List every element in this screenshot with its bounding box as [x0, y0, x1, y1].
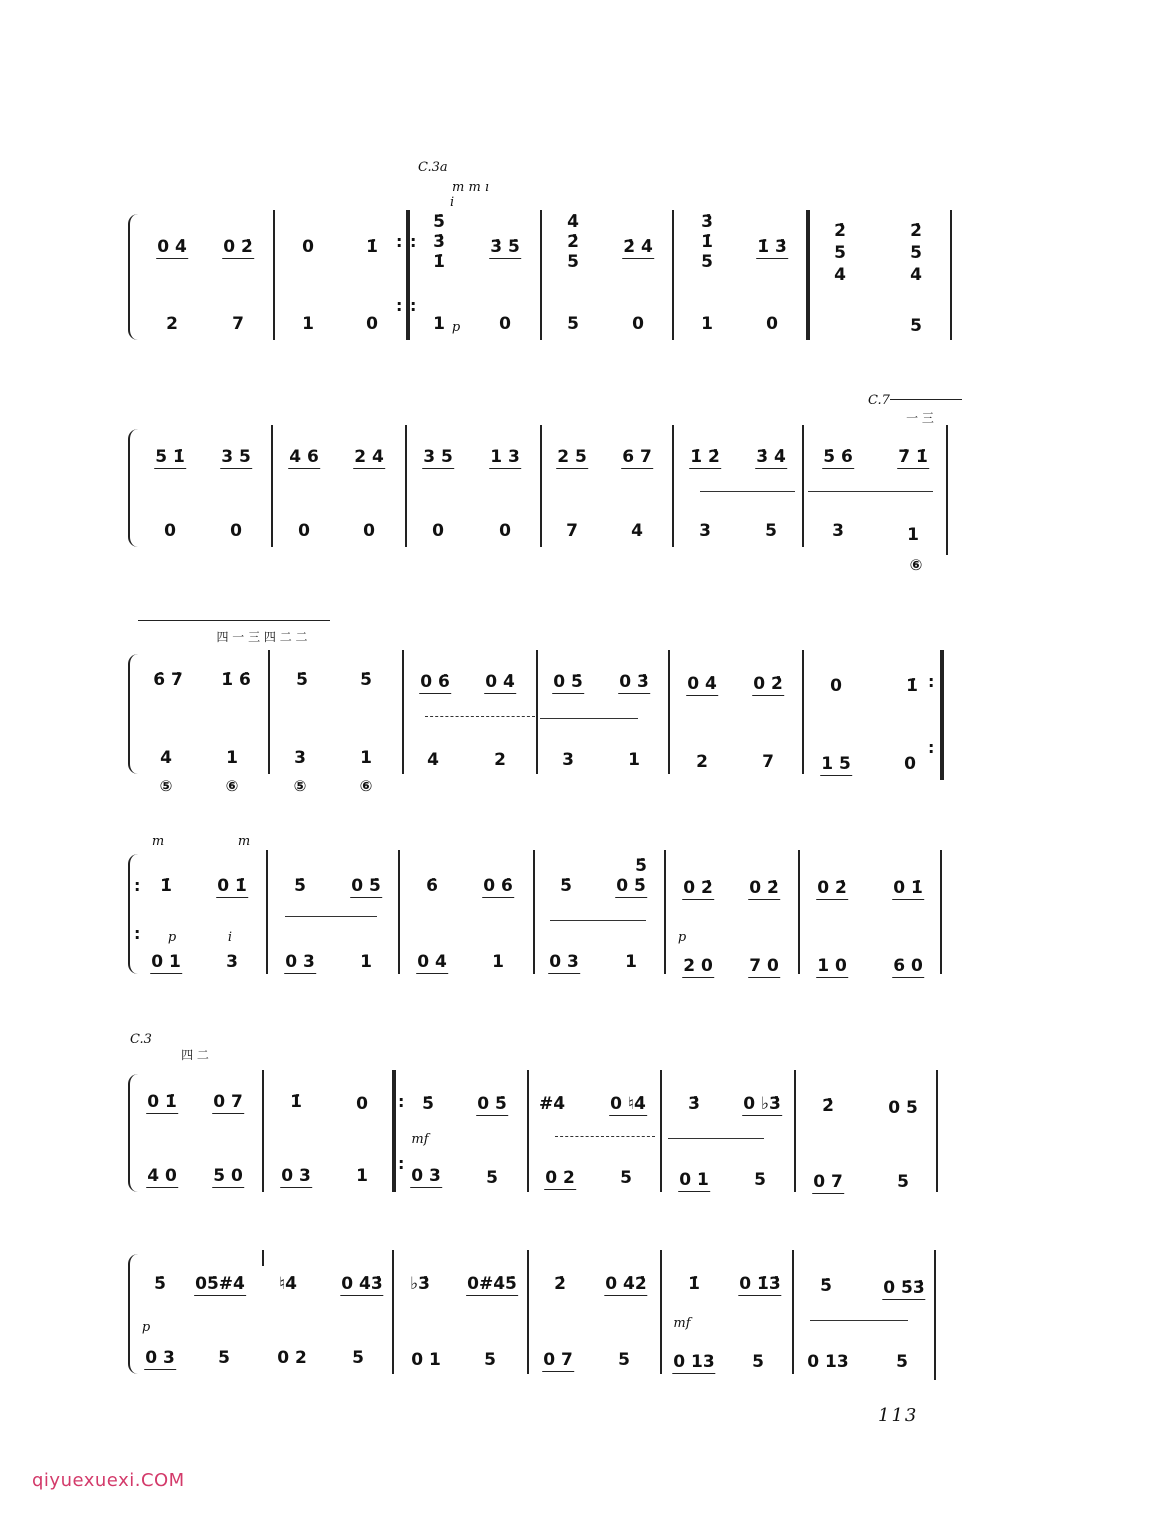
note-upper: 5̇: [635, 856, 647, 876]
dynamic-p: p: [451, 320, 461, 335]
dynamic-mf: mf: [411, 1132, 429, 1147]
note-upper: 0#4̇5̇: [467, 1274, 517, 1294]
note-lower: 7 0: [749, 956, 779, 976]
barline: [262, 1250, 264, 1266]
note-upper: 5̇: [560, 876, 572, 896]
note-lower: 7: [762, 752, 774, 772]
note-upper: 5 1̇: [155, 447, 185, 467]
note-lower: 1: [907, 525, 919, 545]
note-upper: 0 5̇: [351, 876, 381, 896]
note-lower: 2: [166, 314, 178, 334]
note-lower: 3: [294, 748, 306, 768]
barline: [664, 850, 666, 974]
system-4: [0, 834, 1173, 1000]
note-lower: 3: [699, 521, 711, 541]
note-lower: 4 0: [147, 1166, 177, 1186]
note-upper: 0 4̇3̇: [341, 1274, 383, 1294]
system-brace: [128, 854, 140, 974]
note-upper: 7̇ 1̇: [898, 447, 928, 467]
barline: [802, 425, 804, 547]
note-upper: 1̇ 2̇: [690, 447, 720, 467]
note-lower: 1: [625, 952, 637, 972]
note-lower: 5: [754, 1170, 766, 1190]
barline: [262, 1070, 264, 1192]
note-upper: 0: [356, 1094, 368, 1114]
note-upper: 5̇: [360, 670, 372, 690]
note-upper: 0 2̇: [817, 878, 847, 898]
note-lower: 1: [360, 748, 372, 768]
note-upper: 3̇ 5̇: [490, 237, 520, 257]
note-lower: 1: [701, 314, 713, 334]
repeat-barline: [940, 650, 944, 780]
note-upper: 1̇: [366, 237, 378, 257]
note-lower: 5: [618, 1350, 630, 1370]
system-brace: [128, 214, 140, 340]
barline: [540, 425, 542, 547]
note-upper: 1̇: [906, 676, 918, 696]
note-upper: 0 2̇: [753, 674, 783, 694]
note-upper: 6̇: [426, 876, 438, 896]
note-upper: #4̇: [538, 1094, 566, 1114]
note-lower: 0 4: [417, 952, 447, 972]
barre-line: [138, 620, 330, 621]
chord-upper: 2̇ 5 4: [834, 221, 846, 285]
note-upper: 0 6̇: [420, 672, 450, 692]
note-lower: 7: [566, 521, 578, 541]
note-upper: 0 3̇: [619, 672, 649, 692]
note-upper: 0: [302, 237, 314, 257]
string-marker: 四 一 三 四 二 二: [216, 630, 308, 644]
note-lower: 0 3: [281, 1166, 311, 1186]
note-lower: 1: [492, 952, 504, 972]
repeat-dots: :: [134, 924, 141, 943]
note-upper: 0 4̇: [485, 672, 515, 692]
system-1: [0, 160, 1173, 360]
repeat-dots: :: [396, 232, 403, 251]
note-upper: 1̇ 6̇: [221, 670, 251, 690]
note-lower: 0: [432, 521, 444, 541]
note-lower: 3: [226, 952, 238, 972]
note-upper: 1̇ 3̇: [757, 237, 787, 257]
barline: [533, 850, 535, 974]
note-lower: 1: [356, 1166, 368, 1186]
system-brace: [128, 1074, 140, 1192]
note-upper: 3̇: [688, 1094, 700, 1114]
note-upper: 0 ♭3̇: [743, 1094, 781, 1114]
note-lower: 0: [164, 521, 176, 541]
note-upper: 1̇: [290, 1092, 302, 1112]
note-upper: 0 2̇: [683, 878, 713, 898]
note-lower: 2 0: [683, 956, 713, 976]
note-lower: 4: [160, 748, 172, 768]
repeat-dots: :: [410, 296, 417, 315]
note-upper: 0 1̇3̇: [739, 1274, 781, 1294]
note-upper: 6 7: [622, 447, 652, 467]
note-upper: 2̇: [554, 1274, 566, 1294]
system-3: [0, 630, 1173, 800]
barline: [536, 650, 538, 774]
note-lower: 5: [486, 1168, 498, 1188]
note-upper: 0 5̇3̇: [883, 1278, 925, 1298]
note-lower: 0 1: [411, 1350, 441, 1370]
system-brace: [128, 429, 140, 547]
decrescendo-hairpin: [668, 1138, 764, 1139]
repeat-barline: [406, 210, 410, 340]
note-upper: 3̇ 4̇: [756, 447, 786, 467]
note-lower: 0 2: [277, 1348, 307, 1368]
fingering-label: i: [450, 195, 455, 210]
barline: [792, 1250, 794, 1374]
system-5: [0, 1032, 1173, 1220]
crescendo-hairpin: [810, 1320, 908, 1321]
barline: [540, 210, 542, 340]
note-lower: 0 1: [151, 952, 181, 972]
note-upper: 5̇: [820, 1276, 832, 1296]
note-lower: 0: [230, 521, 242, 541]
chord-label: C.3: [130, 1032, 152, 1047]
repeat-dots: :: [396, 296, 403, 315]
note-upper: 0 7: [213, 1092, 243, 1112]
note-lower: 0 7: [543, 1350, 573, 1370]
note-upper: 2 4: [354, 447, 384, 467]
repeat-dots: :: [928, 738, 935, 757]
barline: [402, 650, 404, 774]
crescendo-hairpin: [540, 718, 638, 719]
note-lower: 0 13: [673, 1352, 715, 1372]
system-brace: [128, 654, 140, 774]
chord-upper: 4̇ 2̇ 5: [567, 212, 579, 272]
note-lower: 5: [752, 1352, 764, 1372]
barline: [794, 1070, 796, 1192]
barline: [934, 1250, 936, 1380]
barline: [798, 850, 800, 974]
barline: [802, 650, 804, 774]
note-lower: 2: [696, 752, 708, 772]
barline: [668, 650, 670, 774]
crescendo-hairpin: [550, 920, 646, 921]
system-brace: [128, 1254, 140, 1374]
note-lower: 0: [366, 314, 378, 334]
barline: [806, 210, 810, 340]
system-6: [0, 1250, 1173, 1400]
dynamic-mf: mf: [673, 1316, 691, 1331]
string-circle: ⑤: [293, 777, 307, 795]
note-lower: 0 3: [285, 952, 315, 972]
barline: [527, 1070, 529, 1192]
note-upper: 3 5: [423, 447, 453, 467]
note-lower: 5: [896, 1352, 908, 1372]
note-upper: 0 4̇2̇: [605, 1274, 647, 1294]
note-lower: 0 3: [549, 952, 579, 972]
note-upper: 05̇#4̇: [195, 1274, 245, 1294]
string-circle: ⑥: [225, 777, 239, 795]
note-lower: 1: [226, 748, 238, 768]
fingering-i: i: [227, 930, 233, 945]
note-lower: 0 3: [145, 1348, 175, 1368]
repeat-dots: :: [398, 1154, 405, 1173]
note-lower: 0 1: [679, 1170, 709, 1190]
barline: [660, 1070, 662, 1192]
repeat-dots: :: [410, 232, 417, 251]
note-lower: 0: [632, 314, 644, 334]
note-lower: 0: [499, 314, 511, 334]
note-lower: 4: [631, 521, 643, 541]
barline: [950, 210, 952, 340]
note-lower: 5 0: [213, 1166, 243, 1186]
note-upper: 0 ♮4̇: [610, 1094, 646, 1114]
note-upper: 6̇ 7̇: [153, 670, 183, 690]
barline: [405, 425, 407, 547]
chord-upper: 3̇ 1̇ 5: [701, 212, 713, 272]
note-lower: 5: [620, 1168, 632, 1188]
note-lower: 5: [897, 1172, 909, 1192]
note-lower: 1: [360, 952, 372, 972]
note-lower: 1: [302, 314, 314, 334]
string-marker: 一 三: [906, 411, 934, 425]
chord-label: C.3a: [418, 160, 448, 175]
note-lower: 2: [494, 750, 506, 770]
note-lower: 4: [427, 750, 439, 770]
repeat-dots: :: [134, 876, 141, 895]
fingering-m: m: [151, 834, 165, 849]
note-upper: 3 5: [221, 447, 251, 467]
dynamic-p: p: [677, 930, 687, 945]
barre-line: [890, 399, 962, 400]
chord-upper: 2̇ 5 4: [910, 221, 922, 285]
chord-label: C.7: [868, 393, 890, 408]
note-lower: 0 2: [545, 1168, 575, 1188]
note-upper: 0 5̇: [616, 876, 646, 896]
page-number: 113: [878, 1405, 919, 1426]
note-upper: 1 3: [490, 447, 520, 467]
barline: [271, 425, 273, 547]
note-lower: 5: [352, 1348, 364, 1368]
note-lower: 5: [910, 316, 922, 336]
note-lower: 1 0: [817, 956, 847, 976]
note-upper: 5̇: [154, 1274, 166, 1294]
note-upper: 0 5̇: [553, 672, 583, 692]
note-lower: 5: [484, 1350, 496, 1370]
note-upper: 0 4̇: [687, 674, 717, 694]
crescendo-hairpin: [285, 916, 377, 917]
barline: [946, 425, 948, 555]
barline: [672, 210, 674, 340]
note-lower: 1 5: [821, 754, 851, 774]
site-watermark: qiyuexuexi.COM: [32, 1470, 185, 1491]
note-lower: 5: [567, 314, 579, 334]
note-lower: 3: [562, 750, 574, 770]
decrescendo-hairpin: [555, 1136, 655, 1137]
note-upper: 0 1̇: [893, 878, 923, 898]
repeat-dots: :: [398, 1092, 405, 1111]
note-upper: ♮4̇: [279, 1274, 297, 1294]
note-upper: 0 4̇: [157, 237, 187, 257]
note-upper: 0 1̇: [147, 1092, 177, 1112]
fingering-label: m m ı: [452, 180, 490, 195]
note-upper: 1̇: [160, 876, 172, 896]
note-lower: 0: [766, 314, 778, 334]
dynamic-p: p: [167, 930, 177, 945]
note-lower: 5: [218, 1348, 230, 1368]
note-lower: 0: [298, 521, 310, 541]
note-upper: 0 2̇: [223, 237, 253, 257]
barline: [936, 1070, 938, 1192]
repeat-dots: :: [928, 672, 935, 691]
note-lower: 1: [433, 314, 445, 334]
barline: [268, 650, 270, 774]
barline: [660, 1250, 662, 1374]
note-lower: 0: [499, 521, 511, 541]
note-lower: 0 3: [411, 1166, 441, 1186]
note-upper: 2̇ 4̇: [623, 237, 653, 257]
note-upper: 0 1̇: [217, 876, 247, 896]
repeat-barline: [392, 1070, 396, 1192]
note-lower: 3: [832, 521, 844, 541]
string-circle: ⑥: [359, 777, 373, 795]
note-lower: 0: [363, 521, 375, 541]
barline: [392, 1250, 394, 1374]
note-upper: 2̇: [822, 1096, 834, 1116]
note-lower: 6 0: [893, 956, 923, 976]
string-circle: ⑤: [159, 777, 173, 795]
crescendo-hairpin: [425, 716, 535, 717]
chord-upper: 5̇ 3̇ 1̇: [433, 212, 445, 272]
barline: [273, 210, 275, 340]
note-lower: 5: [765, 521, 777, 541]
note-lower: 0 7: [813, 1172, 843, 1192]
note-upper: 5̇: [296, 670, 308, 690]
note-lower: 1: [628, 750, 640, 770]
note-upper: 4 6: [289, 447, 319, 467]
note-lower: 7: [232, 314, 244, 334]
note-upper: 1̇: [688, 1274, 700, 1294]
crescendo-hairpin: [808, 491, 933, 492]
note-upper: 0 5̇: [477, 1094, 507, 1114]
string-marker: 四 二: [181, 1048, 209, 1062]
note-upper: 5̇: [422, 1094, 434, 1114]
barline: [266, 850, 268, 974]
note-upper: 5̇: [294, 876, 306, 896]
fingering-m: m: [237, 834, 251, 849]
note-upper: 0: [830, 676, 842, 696]
note-upper: 5̇ 6̇: [823, 447, 853, 467]
note-upper: 0 5: [888, 1098, 918, 1118]
barline: [672, 425, 674, 547]
dynamic-p: p: [141, 1320, 151, 1335]
note-lower: 0: [904, 754, 916, 774]
barline: [398, 850, 400, 974]
note-upper: 0 2̇: [749, 878, 779, 898]
note-lower: 0 13: [807, 1352, 849, 1372]
barline: [940, 850, 942, 974]
note-upper: 0 6̇: [483, 876, 513, 896]
string-circle: ⑥: [909, 556, 923, 574]
crescendo-hairpin: [700, 491, 795, 492]
system-2: [0, 393, 1173, 575]
note-upper: 2 5: [557, 447, 587, 467]
barline: [527, 1250, 529, 1374]
note-upper: ♭3̇: [410, 1274, 430, 1294]
